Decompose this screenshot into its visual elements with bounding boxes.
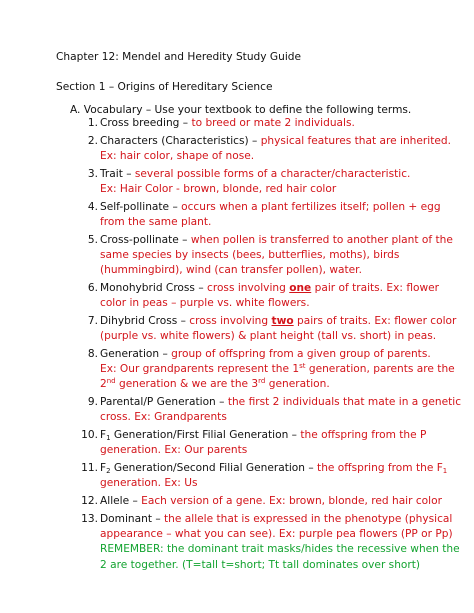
term-part: Generation/Second Filial Generation – (110, 462, 318, 475)
item-number: 10. (81, 429, 98, 442)
term: Dihybrid Cross – (100, 315, 190, 327)
list-item (70, 200, 465, 230)
definition-part: cross involving (189, 315, 272, 327)
term: Cross-pollinate – (100, 233, 191, 246)
list-item (70, 233, 465, 279)
definition-part: cross involving (207, 282, 290, 294)
item-number: 6. (87, 282, 98, 294)
ordinal-suffix: nd (106, 377, 116, 386)
term: Parental/P Generation – (100, 396, 228, 409)
definition-part: generation. Ex: Us (100, 477, 198, 490)
definition: to breed or mate 2 individuals. (191, 117, 355, 129)
list-item (70, 494, 465, 509)
vocabulary-subheading: A. Vocabulary – Use your textbook to define the following terms. (70, 104, 412, 116)
term: Monohybrid Cross – (100, 282, 207, 294)
subscript: 2 (106, 467, 111, 476)
list-item (70, 428, 465, 458)
list-item (70, 395, 465, 425)
list-item (70, 512, 465, 573)
example: Ex: hair color, shape of nose. (100, 150, 255, 162)
term (100, 429, 300, 441)
section-heading: Section 1 – Origins of Hereditary Science (56, 81, 273, 93)
term: Generation – (100, 348, 172, 360)
document-title: Chapter 12: Mendel and Heredity Study Guide (56, 51, 302, 63)
definition-part: pairs of traits. Ex: flower color (purple vs. white flowers) & plant height (tall vs. short) in peas. (100, 315, 457, 343)
item-number: 12. (81, 495, 98, 508)
item-number: 8. (87, 348, 98, 360)
term: Characters (Characteristics) – (100, 134, 261, 147)
vocabulary-list (70, 116, 465, 575)
list-item (70, 347, 465, 393)
definition: the allele that is expressed in the phenotype (physical appearance – what you can see). Ex: purple pea flowers (PP or Pp) (100, 513, 453, 541)
remember-note: REMEMBER: the dominant trait masks/hides the recessive when the 2 are together. (T=tall t=short; Tt tall dominates over short) (100, 543, 460, 571)
ordinal-suffix: rd (258, 377, 266, 386)
list-item (70, 116, 465, 131)
term: Self-pollinate – (100, 200, 182, 213)
item-number: 4. (87, 200, 98, 213)
item-number: 3. (87, 167, 98, 180)
definition: physical features that are inherited. (260, 134, 451, 147)
term-part: F (100, 429, 107, 442)
item-number: 5. (87, 233, 98, 246)
term: Trait – (100, 167, 135, 180)
definition: several possible forms of a character/characteristic. (134, 167, 411, 180)
definition: the first 2 individuals that mate in a genetic cross. Ex: Grandparents (100, 396, 462, 424)
example-part: generation & we are the 3 (115, 378, 259, 391)
definition: occurs when a plant fertilizes itself; pollen + egg from the same plant. (100, 200, 441, 228)
definition-part: the offspring from the F (317, 462, 443, 475)
emphasis-word: two (271, 315, 294, 327)
term (100, 462, 317, 474)
term: Cross breeding – (100, 117, 192, 129)
list-item (70, 461, 465, 491)
definition-part: pair of traits. Ex: flower color in peas – purple vs. white flowers. (100, 282, 440, 310)
item-number: 9. (87, 396, 98, 409)
definition: group of offspring from a given group of parents. (171, 348, 431, 360)
definition: Each version of a gene. Ex: brown, blonde, red hair color (141, 495, 442, 508)
list-item (70, 281, 465, 311)
ordinal-suffix: st (299, 362, 306, 371)
definition: when pollen is transferred to another plant of the same species by insects (bees, butterflies, moths), birds (hummingbird), wind (can transfer pollen), water. (100, 233, 453, 277)
item-number: 2. (87, 134, 98, 147)
definition: the offspring from the P generation. Ex: Our parents (100, 429, 427, 457)
item-number: 1. (87, 117, 98, 129)
list-item (70, 134, 465, 164)
item-number: 11. (81, 462, 98, 475)
item-number: 13. (81, 513, 98, 525)
example-part: generation. (265, 378, 330, 391)
term-part: Generation/First Filial Generation – (110, 429, 301, 442)
term: Dominant – (100, 513, 165, 525)
subscript: 1 (442, 467, 448, 476)
term: Allele – (100, 495, 142, 508)
item-number: 7. (87, 315, 98, 327)
example: Ex: Hair Color - brown, blonde, red hair color (100, 183, 337, 195)
example-part: generation, parents are the 2 (100, 363, 455, 391)
example-part: Ex: Our grandparents represent the 1 (100, 363, 300, 376)
term-part: F (100, 462, 107, 475)
example (100, 363, 455, 390)
list-item (70, 167, 465, 197)
list-item (70, 314, 465, 344)
subscript: 1 (106, 434, 111, 443)
emphasis-word: one (289, 282, 312, 294)
